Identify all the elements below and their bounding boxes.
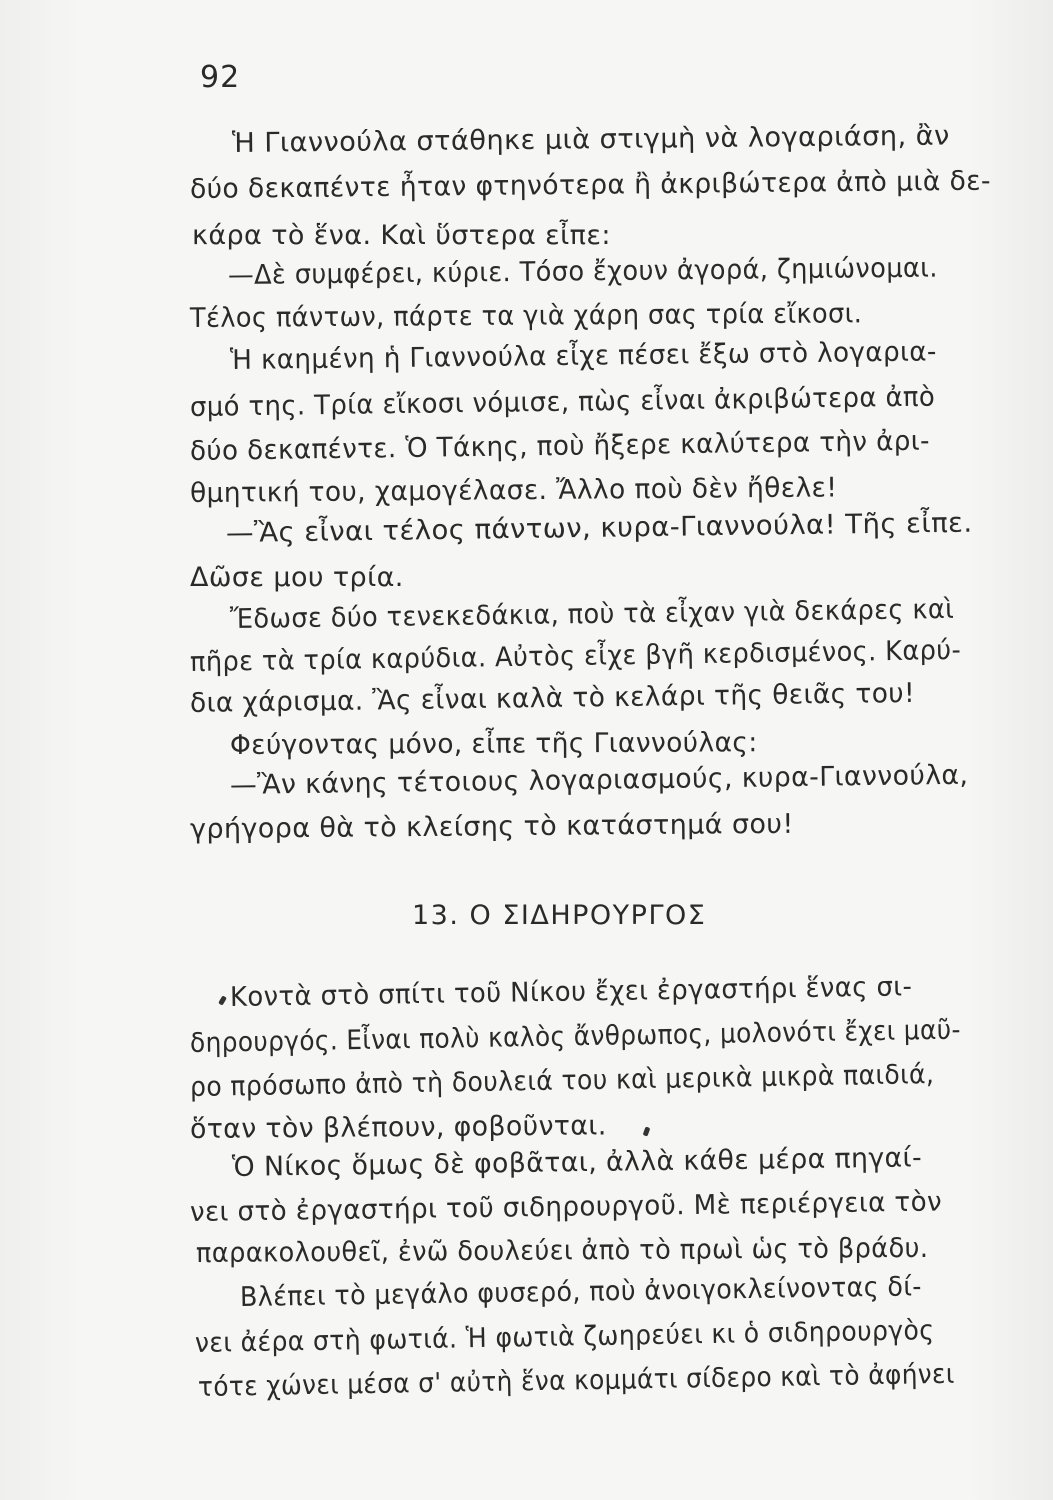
page-number: 92: [200, 60, 241, 95]
text-line: πῆρε τὰ τρία καρύδια. Αὐτὸς εἶχε βγῆ κερδισμένος. Καρύ-: [189, 634, 962, 678]
text-line: τότε χώνει μέσα σ' αὐτὴ ἕνα κομμάτι σίδερο καὶ τὸ ἀφήνει: [197, 1358, 955, 1403]
text-line: Τέλος πάντων, πάρτε τα γιὰ χάρη σας τρία εἴκοσι.: [189, 298, 863, 334]
text-line: θμητική του, χαμογέλασε. Ἄλλο ποὺ δὲν ἤθελε!: [189, 472, 838, 509]
text-line: —Δὲ συμφέρει, κύριε. Τόσο ἔχουν ἀγορά, ζημιώνομαι.: [227, 252, 938, 291]
text-line: σμό της. Τρία εἴκοσι νόμισε, πὼς εἶναι ἀκριβώτερα ἀπὸ: [189, 381, 936, 423]
text-line: Κοντὰ στὸ σπίτι τοῦ Νίκου ἔχει ἐργαστήρι ἕνας σι-: [229, 971, 913, 1013]
text-line: Ἡ Γιαννούλα στάθηκε μιὰ στιγμὴ νὰ λογαριάση, ἂν: [231, 120, 950, 159]
section-heading: 13. Ο ΣΙΔΗΡΟΥΡΓΟΣ: [412, 900, 707, 931]
text-line: γρήγορα θὰ τὸ κλείσης τὸ κατάστημά σου!: [189, 808, 794, 845]
text-line: νει ἀέρα στὴ φωτιά. Ἡ φωτιὰ ζωηρεύει κι ὁ σιδηρουργὸς: [194, 1315, 935, 1359]
text-line: νει στὸ ἐργαστήρι τοῦ σιδηρουργοῦ. Μὲ περιέργεια τὸν: [189, 1186, 943, 1228]
ink-mark: [643, 1126, 651, 1136]
text-line: —Ἂς εἶναι τέλος πάντων, κυρα-Γιαννούλα! Τῆς εἶπε.: [225, 507, 973, 549]
text-line: Φεύγοντας μόνο, εἶπε τῆς Γιαννούλας:: [229, 727, 758, 761]
text-line: Ἔδωσε δύο τενεκεδάκια, ποὺ τὰ εἶχαν γιὰ δεκάρες καὶ: [229, 593, 955, 635]
text-line: παρακολουθεῖ, ἐνῶ δουλεύει ἀπὸ τὸ πρωὶ ὡς τὸ βράδυ.: [195, 1232, 929, 1269]
text-line: δύο δεκαπέντε. Ὁ Τάκης, ποὺ ἤξερε καλύτερα τὴν ἀρι-: [189, 425, 931, 467]
text-line: δύο δεκαπέντε ἦταν φτηνότερα ἢ ἀκριβώτερα ἀπὸ μιὰ δε-: [189, 165, 992, 205]
ink-mark: [218, 995, 227, 1005]
text-line: —Ἂν κάνης τέτοιους λογαριασμούς, κυρα-Γιαννούλα,: [229, 759, 969, 801]
text-line: δηρουργός. Εἶναι πολὺ καλὸς ἄνθρωπος, μολονότι ἔχει μαῦ-: [189, 1014, 962, 1059]
text-line: κάρα τὸ ἕνα. Καὶ ὕστερα εἶπε:: [192, 220, 611, 251]
text-line: δια χάρισμα. Ἂς εἶναι καλὰ τὸ κελάρι τῆς θειᾶς του!: [189, 677, 916, 719]
text-line: ὅταν τὸν βλέπουν, φοβοῦνται.: [189, 1110, 607, 1145]
text-line: Ὁ Νίκος ὅμως δὲ φοβᾶται, ἀλλὰ κάθε μέρα πηγαί-: [231, 1142, 923, 1183]
text-line: ρο πρόσωπο ἀπὸ τὴ δουλειά του καὶ μερικὰ μικρὰ παιδιά,: [189, 1059, 935, 1103]
text-line: Δῶσε μου τρία.: [190, 562, 404, 593]
text-line: Ἡ καημένη ἡ Γιαννούλα εἶχε πέσει ἔξω στὸ λογαρια-: [229, 336, 937, 376]
text-line: Βλέπει τὸ μεγάλο φυσερό, ποὺ ἀνοιγοκλείνοντας δί-: [239, 1271, 923, 1313]
